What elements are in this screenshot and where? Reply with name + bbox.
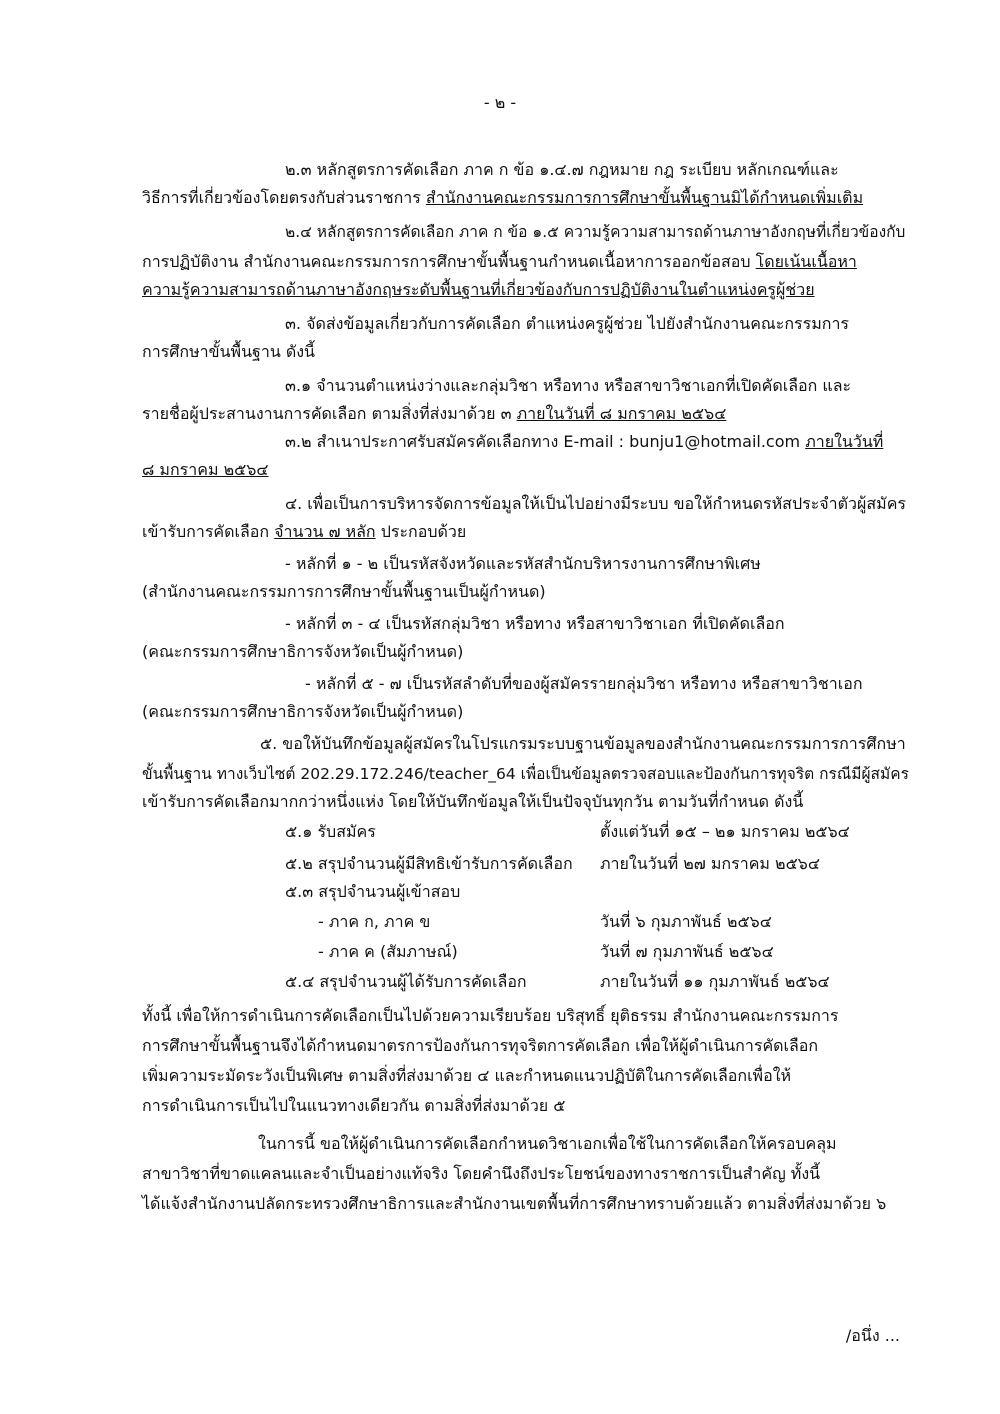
closing-paragraph-1-line-1: ทั้งนี้ เพื่อให้การดำเนินการคัดเลือกเป็นไปด้วยความเรียบร้อย บริสุทธิ์ ยุติธรรม สำนักงานคณะกรรมการ: [142, 1006, 839, 1025]
paragraph-5-line-3: เข้ารับการคัดเลือกมากกว่าหนึ่งแห่ง โดยให้บันทึกข้อมูลให้เป็นปัจจุบันทุกวัน ตามวันที่กำหนด ดังนี้: [142, 792, 804, 811]
paragraph-2-4-line-3: ความรู้ความสามารถด้านภาษาอังกฤษระดับพื้นฐานที่เกี่ยวข้องกับการปฏิบัติงานในตำแหน่งครูผู้ช่วย: [142, 280, 815, 299]
schedule-date: ภายในวันที่ ๒๗ มกราคม ๒๕๖๔: [600, 854, 820, 873]
paragraph-text: เข้ารับการคัดเลือก: [142, 522, 275, 541]
paragraph-4-line-1: ๔. เพื่อเป็นการบริหารจัดการข้อมูลให้เป็นไปอย่างมีระบบ ขอให้กำหนดรหัสประจำตัวผู้สมัคร: [285, 494, 906, 513]
digit-item-2-line-2: (คณะกรรมการศึกษาธิการจังหวัดเป็นผู้กำหนด): [142, 642, 464, 661]
paragraph-5-line-2: ขั้นพื้นฐาน ทางเว็บไซต์ 202.29.172.246/teacher_64 เพื่อเป็นข้อมูลตรวจสอบและป้องกันการทุจริต กรณีมีผู้สมัคร: [142, 765, 909, 783]
schedule-item: - ภาค ค (สัมภาษณ์): [318, 942, 458, 961]
schedule-item: ๕.๔ สรุปจำนวนผู้ได้รับการคัดเลือก: [285, 972, 527, 991]
paragraph-text: รายชื่อผู้ประสานงานการคัดเลือก ตามสิ่งที่ส่งมาด้วย ๓: [142, 404, 517, 423]
paragraph-3-line-2: การศึกษาขั้นพื้นฐาน ดังนี้: [142, 342, 315, 361]
paragraph-4-line-2: [142, 520, 466, 544]
digit-item-3-line-2: (คณะกรรมการศึกษาธิการจังหวัดเป็นผู้กำหนด): [142, 702, 464, 721]
paragraph-2-4-line-2: [142, 250, 857, 274]
digit-item-2-line-1: - หลักที่ ๓ - ๔ เป็นรหัสกลุ่มวิชา หรือทาง หรือสาขาวิชาเอก ที่เปิดคัดเลือก: [285, 614, 785, 633]
underlined-text: ภายในวันที่ ๘ มกราคม ๒๕๖๔: [516, 404, 727, 423]
closing-paragraph-1-line-4: การดำเนินการเป็นไปในแนวทางเดียวกัน ตามสิ่งที่ส่งมาด้วย ๕: [142, 1096, 566, 1115]
closing-paragraph-1-line-2: การศึกษาขั้นพื้นฐานจึงได้กำหนดมาตรการป้องกันการทุจริตการคัดเลือก เพื่อให้ผู้ดำเนินการคัดเลือก: [142, 1036, 819, 1055]
paragraph-text: ๓.๒ สำเนาประกาศรับสมัครคัดเลือกทาง E-mail : bunju1@hotmail.com: [285, 432, 806, 451]
schedule-item: ๕.๓ สรุปจำนวนผู้เข้าสอบ: [285, 882, 461, 901]
paragraph-2-3-line-1: ๒.๓ หลักสูตรการคัดเลือก ภาค ก ข้อ ๑.๔.๗ กฎหมาย กฎ ระเบียบ หลักเกณฑ์และ: [285, 160, 839, 179]
paragraph-2-3-line-2: [142, 186, 863, 210]
closing-paragraph-2-line-1: ในการนี้ ขอให้ผู้ดำเนินการคัดเลือกกำหนดวิชาเอกเพื่อใช้ในการคัดเลือกให้ครอบคลุม: [258, 1134, 837, 1153]
schedule-date: วันที่ ๗ กุมภาพันธ์ ๒๕๖๔: [600, 942, 774, 961]
schedule-item: - ภาค ก, ภาค ข: [318, 912, 431, 931]
digit-item-1-line-2: (สำนักงานคณะกรรมการการศึกษาขั้นพื้นฐานเป็นผู้กำหนด): [142, 582, 546, 601]
paragraph-3-2-line-1: [285, 430, 883, 454]
closing-paragraph-2-line-2: สาขาวิชาที่ขาดแคลนและจำเป็นอย่างแท้จริง โดยคำนึงถึงประโยชน์ของทางราชการเป็นสำคัญ ทั้งนี้: [142, 1164, 821, 1183]
paragraph-2-4-line-1: ๒.๔ หลักสูตรการคัดเลือก ภาค ก ข้อ ๑.๕ ความรู้ความสามารถด้านภาษาอังกฤษที่เกี่ยวข้องกับ: [285, 223, 906, 241]
underlined-text: สำนักงานคณะกรรมการการศึกษาขั้นพื้นฐานมิได้กำหนดเพิ่มเติม: [425, 188, 864, 207]
closing-paragraph-1-line-3: เพิ่มความระมัดระวังเป็นพิเศษ ตามสิ่งที่ส่งมาด้วย ๔ และกำหนดแนวปฏิบัติในการคัดเลือกเพื่อให้: [142, 1066, 792, 1085]
schedule-date: วันที่ ๖ กุมภาพันธ์ ๒๕๖๔: [600, 912, 772, 931]
paragraph-text: การปฏิบัติงาน สำนักงานคณะกรรมการการศึกษาขั้นพื้นฐานกำหนดเนื้อหาการออกข้อสอบ: [142, 252, 756, 271]
paragraph-3-line-1: ๓. จัดส่งข้อมูลเกี่ยวกับการคัดเลือก ตำแหน่งครูผู้ช่วย ไปยังสำนักงานคณะกรรมการ: [285, 314, 850, 333]
schedule-date: ภายในวันที่ ๑๑ กุมภาพันธ์ ๒๕๖๔: [600, 972, 830, 991]
digit-item-1-line-1: - หลักที่ ๑ - ๒ เป็นรหัสจังหวัดและรหัสสำนักบริหารงานการศึกษาพิเศษ: [285, 554, 761, 573]
closing-paragraph-2-line-3: ได้แจ้งสำนักงานปลัดกระทรวงศึกษาธิการและสำนักงานเขตพื้นที่การศึกษาทราบด้วยแล้ว ตามสิ่งที่ส่งมาด้วย ๖: [142, 1194, 887, 1213]
paragraph-5-line-1: ๕. ขอให้บันทึกข้อมูลผู้สมัครในโปรแกรมระบบฐานข้อมูลของสำนักงานคณะกรรมการการศึกษา: [260, 734, 906, 753]
schedule-date: ตั้งแต่วันที่ ๑๕ – ๒๑ มกราคม ๒๕๖๔: [600, 822, 850, 841]
page-number: - ๒ -: [483, 93, 517, 112]
underlined-text: โดยเน้นเนื้อหา: [755, 252, 857, 271]
paragraph-3-2-line-2: ๘ มกราคม ๒๕๖๔: [142, 460, 269, 479]
underlined-text: จำนวน ๗ หลัก: [274, 522, 376, 541]
schedule-item: ๕.๑ รับสมัคร: [285, 822, 376, 841]
paragraph-3-1-line-1: ๓.๑ จำนวนตำแหน่งว่างและกลุ่มวิชา หรือทาง หรือสาขาวิชาเอกที่เปิดคัดเลือก และ: [285, 376, 852, 395]
underlined-text: ภายในวันที่: [805, 432, 884, 451]
paragraph-text: วิธีการที่เกี่ยวข้องโดยตรงกับส่วนราชการ: [142, 188, 426, 207]
paragraph-text: ประกอบด้วย: [375, 522, 467, 541]
continuation-note: /อนึ่ง ...: [845, 1326, 900, 1345]
paragraph-3-1-line-2: [142, 402, 726, 426]
digit-item-3-line-1: - หลักที่ ๕ - ๗ เป็นรหัสลำดับที่ของผู้สมัครรายกลุ่มวิชา หรือทาง หรือสาขาวิชาเอก: [305, 674, 863, 693]
schedule-item: ๕.๒ สรุปจำนวนผู้มีสิทธิเข้ารับการคัดเลือก: [285, 854, 573, 873]
